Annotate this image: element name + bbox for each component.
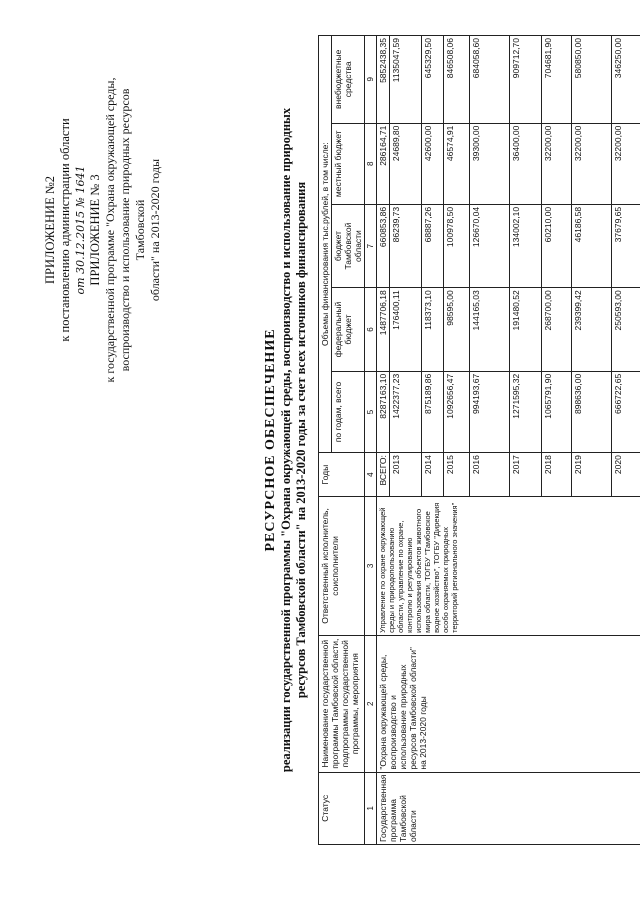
document-header bbox=[43, 60, 163, 400]
year-cell: ВСЕГО: bbox=[377, 453, 390, 497]
header-name: Наименование государственной программы Тамбовской области, подпрограммы государственной программы, мероприятия bbox=[319, 635, 365, 772]
title-main: РЕСУРСНОЕ ОБЕСПЕЧЕНИЕ bbox=[263, 328, 278, 552]
header-regional: бюджет Тамбовской области bbox=[332, 204, 365, 287]
program-line3: области" на 2013-2020 годы bbox=[148, 158, 162, 302]
year-cell: 2014 bbox=[422, 453, 444, 497]
header-volumes: Объемы финансирования тыс.рублей, в том числе: bbox=[319, 36, 332, 453]
header-total: по годам, всего bbox=[332, 371, 365, 452]
regional-cell: 660853,86 bbox=[377, 204, 390, 287]
regional-cell: 86239,73 bbox=[390, 204, 422, 287]
federal-cell: 98595,00 bbox=[444, 288, 470, 372]
local-cell: 36400,00 bbox=[510, 123, 542, 204]
federal-cell: 191480,52 bbox=[510, 288, 542, 372]
extra-cell: 909712,70 bbox=[510, 36, 542, 124]
status-cell: Государственная программа Тамбовской области bbox=[377, 772, 640, 844]
col-num: 4 bbox=[365, 453, 377, 497]
total-cell: 1422377,23 bbox=[390, 371, 422, 452]
total-cell: 8287163,10 bbox=[377, 371, 390, 452]
year-cell: 2017 bbox=[510, 453, 542, 497]
total-cell: 1092656,47 bbox=[444, 371, 470, 452]
federal-cell: 268700,00 bbox=[542, 288, 572, 372]
col-num: 2 bbox=[365, 635, 377, 772]
col-num: 3 bbox=[365, 497, 377, 636]
federal-cell: 239399,42 bbox=[572, 288, 612, 372]
local-cell: 24689,80 bbox=[390, 123, 422, 204]
year-cell: 2019 bbox=[572, 453, 612, 497]
extra-cell: 704681,90 bbox=[542, 36, 572, 124]
federal-cell: 118373,10 bbox=[422, 288, 444, 372]
extra-cell: 846508,06 bbox=[444, 36, 470, 124]
extra-cell: 684058,60 bbox=[470, 36, 510, 124]
local-cell: 46574,91 bbox=[444, 123, 470, 204]
program-line2: воспроизводство и использование природных ресурсов Тамбовской bbox=[118, 88, 147, 372]
regional-cell: 68887,26 bbox=[422, 204, 444, 287]
handwritten-signature: от 30.12.2015 № 1641 bbox=[74, 165, 87, 295]
resource-table bbox=[318, 35, 640, 845]
extra-cell: 645329,50 bbox=[422, 36, 444, 124]
federal-cell: 250593,00 bbox=[612, 288, 640, 372]
total-cell: 666722,65 bbox=[612, 371, 640, 452]
extra-cell: 5852438,35 bbox=[377, 36, 390, 124]
header-extra: внебюджетные средства bbox=[332, 36, 365, 124]
regional-cell: 134002,10 bbox=[510, 204, 542, 287]
regional-cell: 46186,58 bbox=[572, 204, 612, 287]
header-local: местный бюджет bbox=[332, 123, 365, 204]
year-cell: 2020 bbox=[612, 453, 640, 497]
total-cell: 1271595,32 bbox=[510, 371, 542, 452]
total-cell: 1065791,90 bbox=[542, 371, 572, 452]
regional-cell: 60210,00 bbox=[542, 204, 572, 287]
col-num: 5 bbox=[365, 371, 377, 452]
header-status: Статус bbox=[319, 772, 365, 844]
appendix2-label: ПРИЛОЖЕНИЕ №2 bbox=[43, 175, 57, 285]
col-num: 8 bbox=[365, 123, 377, 204]
program-line1: к государственной программе "Охрана окружающей среды, bbox=[103, 77, 117, 383]
header-federal: федеральный бюджет bbox=[332, 288, 365, 372]
year-cell: 2013 bbox=[390, 453, 422, 497]
regional-cell: 126670,04 bbox=[470, 204, 510, 287]
header-executor: Ответственный исполнитель, соисполнители bbox=[319, 497, 365, 636]
total-cell: 994193,67 bbox=[470, 371, 510, 452]
year-cell: 2018 bbox=[542, 453, 572, 497]
title-line2: ресурсов Тамбовской области" на 2013-2020 годы за счет всех источников финансирования bbox=[294, 181, 308, 699]
local-cell: 32200,00 bbox=[612, 123, 640, 204]
year-cell: 2016 bbox=[470, 453, 510, 497]
title-line1: реализации государственной программы "Охрана окружающей среды, воспроизводство и использование природных bbox=[279, 107, 293, 773]
local-cell: 286164,71 bbox=[377, 123, 390, 204]
local-cell: 42600,00 bbox=[422, 123, 444, 204]
rotated-page bbox=[35, 20, 635, 860]
header-years: Годы bbox=[319, 453, 365, 497]
extra-cell: 346250,00 bbox=[612, 36, 640, 124]
federal-cell: 176400,11 bbox=[390, 288, 422, 372]
program-name-cell: "Охрана окружающей среды, воспроизводство и использование природных ресурсов Тамбовской области" на 2013-2020 годы bbox=[377, 635, 640, 772]
col-num: 6 bbox=[365, 288, 377, 372]
document-title bbox=[263, 35, 309, 845]
col-num: 7 bbox=[365, 204, 377, 287]
local-cell: 32200,00 bbox=[542, 123, 572, 204]
federal-cell: 144165,03 bbox=[470, 288, 510, 372]
year-cell: 2015 bbox=[444, 453, 470, 497]
column-numbers-row bbox=[365, 36, 377, 845]
total-cell: 898636,00 bbox=[572, 371, 612, 452]
federal-cell: 1487706,18 bbox=[377, 288, 390, 372]
col-num: 9 bbox=[365, 36, 377, 124]
regional-cell: 100978,50 bbox=[444, 204, 470, 287]
col-num: 1 bbox=[365, 772, 377, 844]
local-cell: 32200,00 bbox=[572, 123, 612, 204]
total-cell: 875189,86 bbox=[422, 371, 444, 452]
appendix3-label: ПРИЛОЖЕНИЕ № 3 bbox=[88, 174, 102, 286]
decree-label: к постановлению администрации области bbox=[58, 118, 72, 342]
extra-cell: 580850,00 bbox=[572, 36, 612, 124]
extra-cell: 1135047,59 bbox=[390, 36, 422, 124]
local-cell: 39300,00 bbox=[470, 123, 510, 204]
regional-cell: 37679,65 bbox=[612, 204, 640, 287]
table-row bbox=[377, 36, 390, 845]
executor-cell: Управление по охране окружающей среды и природопользованию области, управление по охране, контролю и регулированию использования объектов животного мира области, ТОГБУ "Тамбовское водное хозяйство", ТОГБУ "Дирекция особо охраняемых природных территорий регионального значения" bbox=[377, 497, 640, 636]
